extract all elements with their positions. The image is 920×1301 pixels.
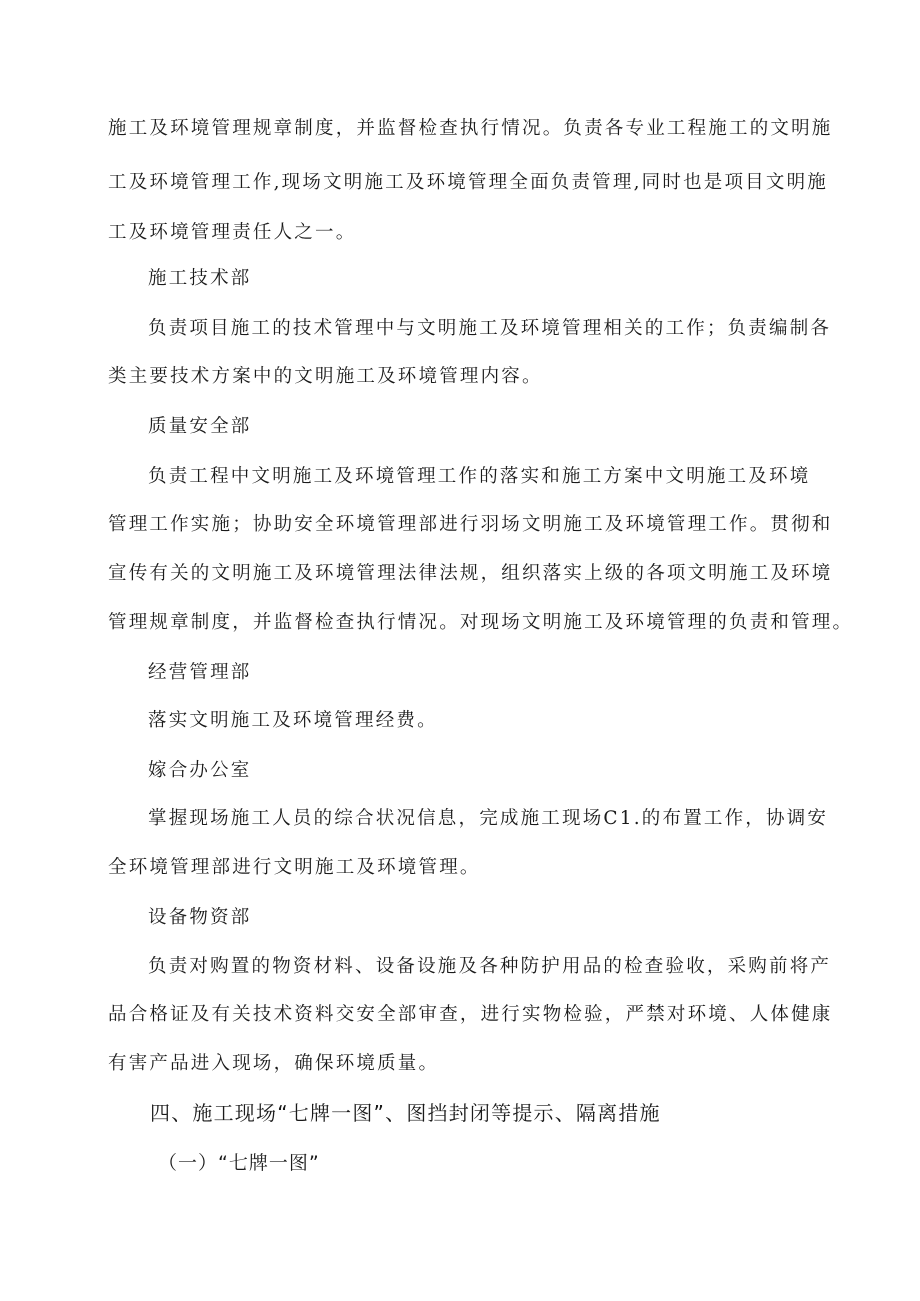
department-title: 质量安全部 (148, 416, 252, 437)
department-title: 施工技术部 (148, 268, 252, 289)
paragraph-line: 负责项目施工的技术管理中与文明施工及环境管理相关的工作；负责编制各 (148, 318, 832, 339)
department-title: 经营管理部 (148, 662, 252, 683)
paragraph-line: 宣传有关的文明施工及环境管理法律法规，组织落实上级的各项文明施工及环境 (108, 563, 833, 584)
paragraph-line: 工及环境管理工作,现场文明施工及环境管理全面负责管理,同时也是项目文明施 (108, 172, 828, 193)
subsection-heading: （一）“七牌一图” (158, 1152, 320, 1174)
paragraph-line: 管理规章制度，并监督检查执行情况。对现场文明施工及环境管理的负责和管理。 (108, 612, 854, 633)
paragraph-line: 掌握现场施工人员的综合状况信息，完成施工现场C1.的布置工作，协调安 (148, 808, 829, 829)
paragraph-line: 有害产品进入现场，确保环境质量。 (108, 1053, 440, 1074)
department-title: 设备物资部 (148, 907, 252, 928)
paragraph-line: 类主要技术方案中的文明施工及环境管理内容。 (108, 366, 543, 387)
paragraph-line: 落实文明施工及环境管理经费。 (148, 710, 438, 731)
paragraph-line: 工及环境管理责任人之一。 (108, 222, 357, 243)
department-title: 嫁合办公室 (148, 760, 252, 781)
paragraph-line: 管理工作实施；协助安全环境管理部进行羽场文明施工及环境管理工作。贯彻和 (108, 514, 833, 535)
paragraph-line: 品合格证及有关技术资料交安全部审查，进行实物检验，严禁对环境、人体健康 (108, 1004, 833, 1025)
section-heading: 四、施工现场“七牌一图”、图挡封闭等提示、隔离措施 (150, 1101, 661, 1125)
paragraph-line: 全环境管理部进行文明施工及环境管理。 (108, 857, 481, 878)
paragraph-line: 负责对购置的物资材料、设备设施及各种防护用品的检查验收，采购前将产 (148, 956, 832, 977)
paragraph-line: 施工及环境管理规章制度，并监督检查执行情况。负责各专业工程施工的文明施 (108, 118, 833, 139)
paragraph-line: 负责工程中文明施工及环境管理工作的落实和施工方案中文明施工及环境 (148, 466, 811, 487)
